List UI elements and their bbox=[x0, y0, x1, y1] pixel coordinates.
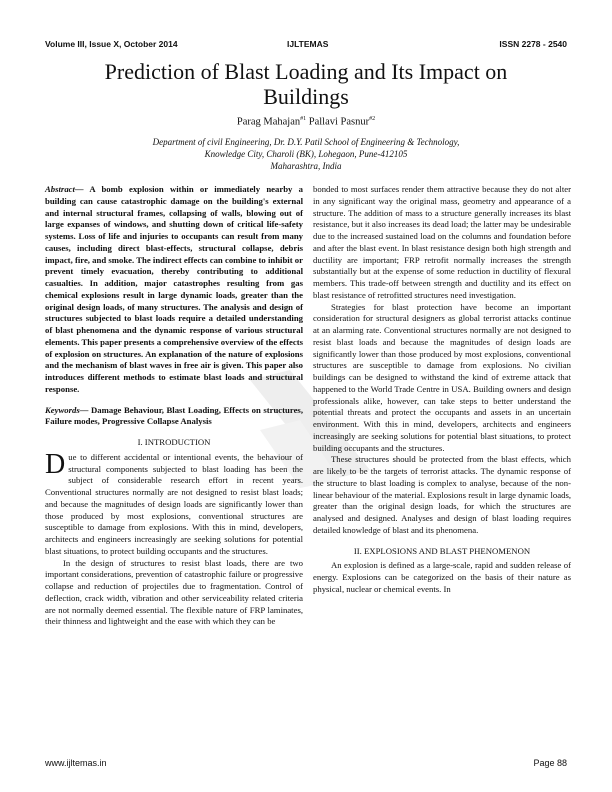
author-line bbox=[60, 116, 552, 128]
affiliation bbox=[60, 136, 552, 172]
author-2: Pallavi Pasnur bbox=[308, 116, 370, 128]
keywords-text: Damage Behaviour, Blast Loading, Effects on structures, Failure modes, Progressive Collapse Analysis bbox=[45, 404, 303, 427]
running-header bbox=[45, 39, 567, 55]
right-paragraph-4: An explosion is defined as a large-scale, rapid and sudden release of energy. Explosions can be categorized on the basis of their nature as physical, nuclear or chemical events. In bbox=[313, 560, 571, 594]
page-footer bbox=[45, 758, 567, 772]
issn: ISSN 2278 - 2540 bbox=[499, 39, 567, 49]
right-paragraph-1: bonded to most surfaces render them attractive because they do not alter in any significant way the original mass, geometry and appearance of a structure. The addition of mass to a structure generally increases its blast resistance, but it also increases its dead load; the latter may be undesirable due to the increased sustained load on the columns and foundation before and after the blast event. In blast resistance design both high strength and ductility are important; FRP retrofit normally increases the strength substantially but at the expense of some reduction in ductility of flexural members. This trade-off between strength and ductility and its effect on blast resistance of retrofitted structures need investigation. bbox=[313, 184, 571, 300]
keywords bbox=[45, 405, 303, 429]
abstract-text: A bomb explosion within or immediately nearby a building can cause catastrophic damage on the building's external and internal structural frames, collapsing of walls, blowing out of large expanses of windows, and shutting down of critical life-safety systems. Loss of life and injuries to occupants can result from many causes, including direct blast-effects, structural collapse, debris impact, fire, and smoke. The indirect effects can combine to inhibit or prevent timely evacuation, thereby contributing to additional casualties. In addition, major catastrophes resulting from gas chemical explosions result in large dynamic loads, greater than the original design loads, of many structures. The analysis and design of structures subjected to blast loads require a detailed understanding of blast phenomena and the dynamic response of various structural elements. This paper presents a comprehensive overview of the effects of explosion on structures. An explanation of the nature of explosions and the mechanism of blast waves in free air is given. This paper also introduces different methods to estimate blast loads and structural response. bbox=[45, 184, 304, 394]
right-paragraph-3: These structures should be protected from the blast effects, which are likely to be the targets of terrorist attacks. The dynamic response of the structure to blast loading is complex to analyse, because of the non-linear behaviour of the material. Explosions result in large dynamic loads, greater than the original design loads, for which the structures are analysed and designed. Analyses and design of blast loading requires detailed knowledge of blast and its phenomena. bbox=[313, 454, 571, 535]
abstract bbox=[45, 184, 303, 396]
affiliation-line-1: Department of civil Engineering, Dr. D.Y. Patil School of Engineering & Technology, bbox=[152, 137, 460, 147]
intro-paragraph-2: In the design of structures to resist blast loads, there are two important considerations, prevention of catastrophic failure or progressive collapse and reduction of projectiles due to fragmentation. Control of deflection, crack width, vibration and other serviceability related criteria are not normally deemed essential. The flexible nature of FRP laminates, their thinness and lightweight and the ease with which they can be bbox=[45, 557, 303, 627]
author-2-mark: #2 bbox=[369, 116, 376, 122]
right-column bbox=[313, 184, 571, 596]
section-1-heading: I. INTRODUCTION bbox=[137, 437, 211, 447]
intro-paragraph-1-text: ue to different accidental or intentional events, the behaviour of structural components subjected to blast loading has been the subject of considerable research effort in recent years. Conventional structures normally are not designed to resist blast loads; and because the magnitudes of design loads are significantly lower than those produced by most explosions, conventional structures are susceptible to damage from explosions. With this in mind, developers, architects and engineers increasingly are seeking solutions for potential blast situations, to protect building occupants and the structures. bbox=[45, 451, 303, 556]
left-column bbox=[45, 184, 303, 628]
author-1-mark: #1 bbox=[300, 116, 307, 122]
abstract-label: Abstract— bbox=[45, 184, 84, 194]
intro-paragraph-1 bbox=[45, 448, 303, 558]
page-number: Page 88 bbox=[533, 758, 567, 768]
paper-title: Prediction of Blast Loading and Its Impact on Buildings bbox=[104, 59, 508, 109]
affiliation-line-2: Knowledge City, Charoli (BK), Lohegaon, Pune-412105 bbox=[204, 149, 408, 159]
section-2-heading: II. EXPLOSIONS AND BLAST PHENOMENON bbox=[353, 545, 531, 556]
right-paragraph-2: Strategies for blast protection have become an important consideration for structural designers as global terrorist attacks continue at an alarming rate. Conventional structures normally are not designed to resist blast loads and because the magnitudes of design loads are significantly lower than those produced by most explosions, conventional structures are susceptible to damage from explosions. No civilian buildings can be designed to withstand the kind of extreme attack that happened to the World Trade Centre in USA. Building owners and design professionals alike, however, can take steps to better understand the potential threats and protect the occupants and assets in an uncertain environment. With this in mind, developers, architects and engineers increasingly are seeking solutions for potential blast situations, to protect building occupants and the structures. bbox=[313, 301, 571, 453]
keywords-label: Keywords— bbox=[45, 404, 89, 415]
affiliation-line-3: Maharashtra, India bbox=[270, 161, 342, 171]
website: www.ijltemas.in bbox=[45, 758, 107, 768]
drop-cap: D bbox=[45, 448, 66, 480]
journal-name: IJLTEMAS bbox=[287, 39, 329, 49]
volume-issue: Volume III, Issue X, October 2014 bbox=[45, 39, 178, 49]
author-1: Parag Mahajan bbox=[236, 116, 301, 128]
